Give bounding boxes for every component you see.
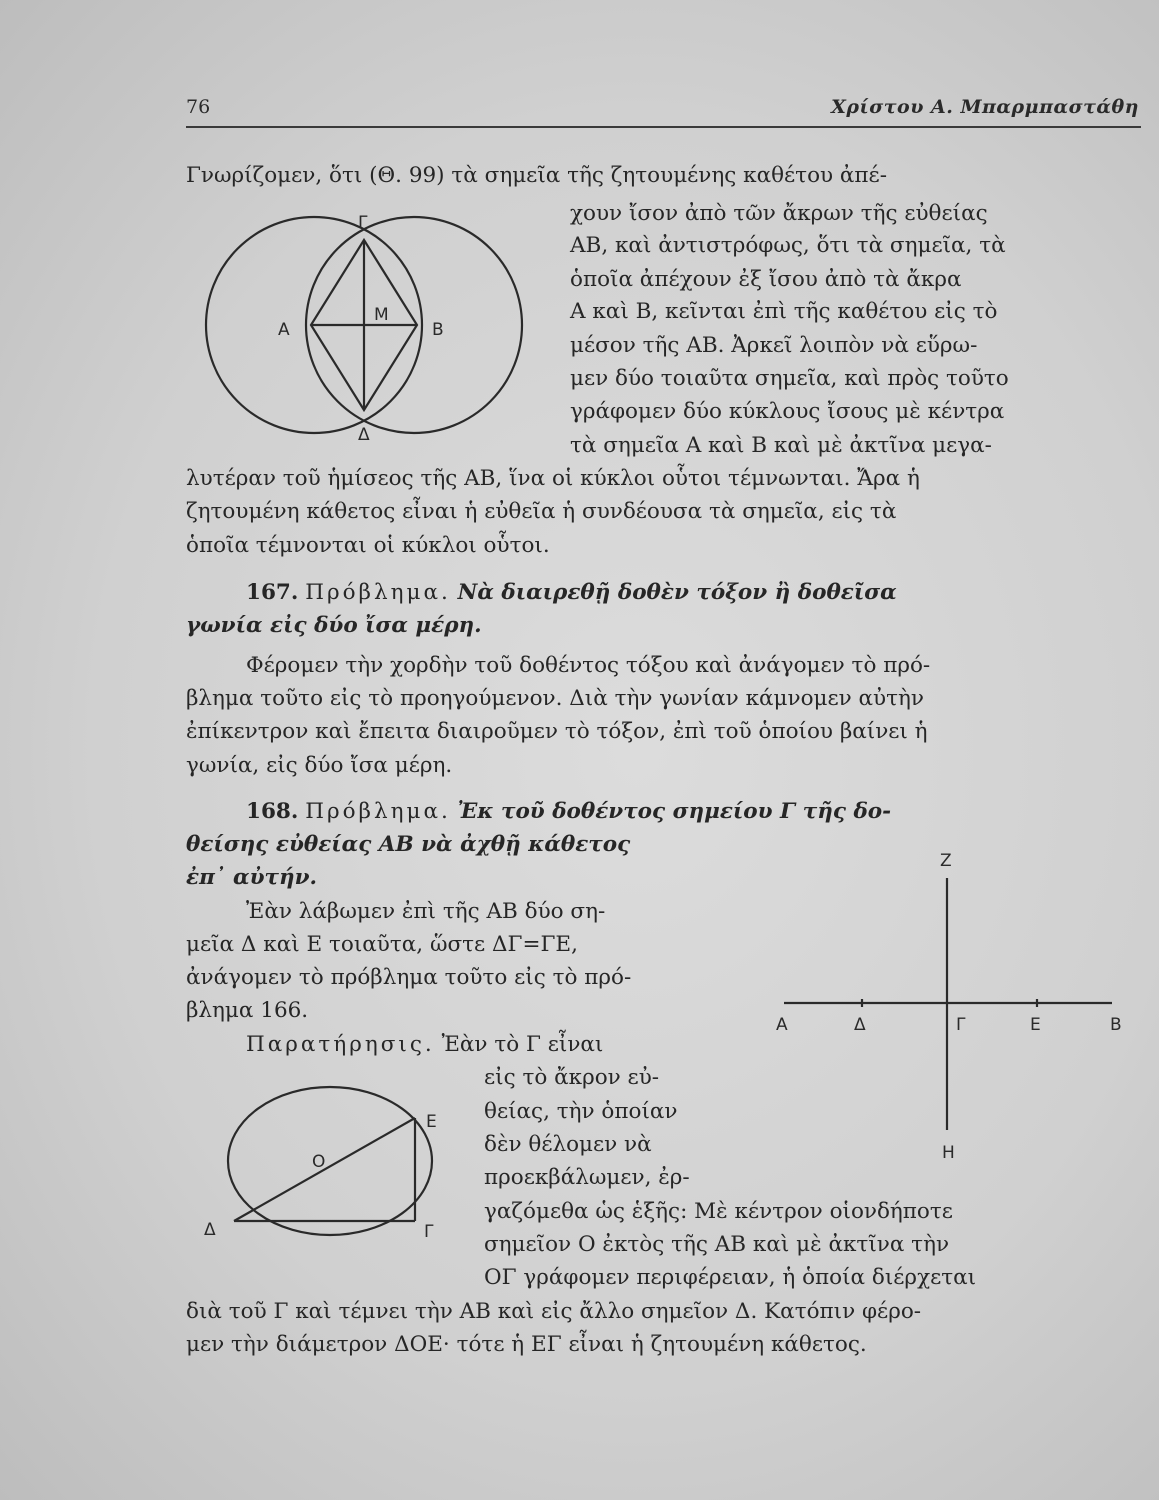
text-line: Α καὶ Β, κεῖνται ἐπὶ τῆς καθέτου εἰς τὸ [570, 299, 998, 324]
text-line: ἀνάγομεν τὸ πρόβλημα τοῦτο εἰς τὸ πρό- [186, 965, 632, 990]
text-line: δὲν θέλομεν νὰ [484, 1132, 652, 1157]
problem-statement: Ἐκ τοῦ δοθέντος σημείου Γ τῆς δο- [457, 799, 892, 824]
label-g: Γ [424, 1222, 434, 1242]
problem-label: Πρόβλημα. [305, 580, 451, 605]
label-b: Β [432, 320, 444, 340]
label-b: Β [1110, 1015, 1122, 1035]
text-line: μεν τὴν διάμετρον ΔΟΕ· τότε ἡ ΕΓ εἶναι ἡ ζητουμένη κάθετος. [186, 1332, 867, 1357]
text-line: γράφομεν δύο κύκλους ἴσους μὲ κέντρα [570, 399, 1005, 424]
problem-number: 167. [246, 580, 299, 605]
text-line: Φέρομεν τὴν χορδὴν τοῦ δοθέντος τόξου καὶ ἀνάγομεν τὸ πρό- [246, 653, 931, 678]
text-line: γωνία, εἰς δύο ἴσα μέρη. [186, 753, 453, 778]
problem-number: 168. [246, 799, 299, 824]
text-line: σημεῖον Ο ἐκτὸς τῆς ΑΒ καὶ μὲ ἀκτῖνα τὴν [484, 1232, 950, 1257]
remark-heading [246, 1029, 603, 1060]
circle-o [228, 1087, 432, 1235]
problem-statement: θείσης εὐθείας ΑΒ νὰ ἀχθῇ κάθετος [186, 832, 631, 857]
text-line: ΑΒ, καὶ ἀντιστρόφως, ὅτι τὰ σημεῖα, τὰ [570, 233, 1006, 258]
figure-circle-diameter [200, 1085, 470, 1255]
text-line: διὰ τοῦ Γ καὶ τέμνει τὴν ΑΒ καὶ εἰς ἄλλο σημεῖον Δ. Κατόπιν φέρο- [186, 1299, 922, 1324]
label-g: Γ [956, 1015, 966, 1035]
label-e: Ε [426, 1112, 437, 1132]
text-line: ὁποῖα τέμνονται οἱ κύκλοι οὗτοι. [186, 533, 550, 558]
text-line: θείας, τὴν ὁποίαν [484, 1099, 678, 1124]
running-title: Χρίστου Α. Μπαρμπαστάθη [831, 96, 1139, 118]
text-line: Ἐὰν τὸ Γ εἶναι [441, 1032, 604, 1057]
label-z: Ζ [940, 851, 952, 871]
label-e: Ε [1030, 1015, 1041, 1035]
text-line: μέσον τῆς ΑΒ. Ἀρκεῖ λοιπὸν νὰ εὕρω- [570, 333, 978, 358]
text-line: ὁποῖα ἀπέχουν ἐξ ἴσου ἀπὸ τὰ ἄκρα [570, 267, 962, 292]
label-a: Α [278, 320, 290, 340]
text-line: τὰ σημεῖα Α καὶ Β καὶ μὲ ἀκτῖνα μεγα- [570, 433, 992, 458]
problem-168-heading [246, 796, 891, 827]
text-line: χουν ἴσον ἀπὸ τῶν ἄκρων τῆς εὐθείας [570, 201, 988, 226]
label-d: Δ [854, 1015, 866, 1035]
text-line: βλημα τοῦτο εἰς τὸ προηγούμενον. Διὰ τὴν γωνίαν κάμνομεν αὐτὴν [186, 686, 924, 711]
text-line: βλημα 166. [186, 998, 309, 1023]
figure-two-circles [186, 210, 546, 445]
label-d: Δ [204, 1220, 216, 1240]
text-line: γαζόμεθα ὡς ἑξῆς: Μὲ κέντρον οἱονδήποτε [484, 1199, 953, 1224]
text-line: Γνωρίζομεν, ὅτι (Θ. 99) τὰ σημεῖα τῆς ζητουμένης καθέτου ἀπέ- [186, 163, 887, 188]
text-line: εἰς τὸ ἄκρον εὐ- [484, 1065, 660, 1090]
header-rule [186, 126, 1141, 128]
figure-perpendicular [770, 840, 1130, 1163]
page-number: 76 [186, 96, 211, 118]
problem-statement: ἐπ᾽ αὐτήν. [186, 865, 318, 890]
label-h: Η [942, 1143, 955, 1163]
text-line: ΟΓ γράφομεν περιφέρειαν, ἡ ὁποία διέρχεται [484, 1265, 977, 1290]
label-o: Ο [312, 1152, 326, 1172]
text-line: ἐπίκεντρον καὶ ἔπειτα διαιροῦμεν τὸ τόξον, ἐπὶ τοῦ ὁποίου βαίνει ἡ [186, 719, 928, 744]
problem-statement: γωνία εἰς δύο ἴσα μέρη. [186, 613, 482, 638]
text-line: ζητουμένη κάθετος εἶναι ἡ εὐθεῖα ἡ συνδέουσα τὰ σημεῖα, εἰς τὰ [186, 499, 897, 524]
remark-label: Παρατήρησις. [246, 1032, 435, 1057]
problem-167-heading [246, 577, 897, 608]
text-line: Ἐὰν λάβωμεν ἐπὶ τῆς ΑΒ δύο ση- [246, 899, 606, 924]
text-line: λυτέραν τοῦ ἡμίσεος τῆς ΑΒ, ἵνα οἱ κύκλοι οὗτοι τέμνωνται. Ἄρα ἡ [186, 466, 920, 491]
label-g: Γ [358, 213, 368, 233]
text-line: μεν δύο τοιαῦτα σημεῖα, καὶ πρὸς τοῦτο [570, 366, 1009, 391]
text-line: προεκβάλωμεν, ἐρ- [484, 1165, 690, 1190]
label-m: Μ [374, 305, 389, 325]
text-line: μεῖα Δ καὶ Ε τοιαῦτα, ὥστε ΔΓ=ΓΕ, [186, 932, 578, 957]
label-a: Α [776, 1015, 788, 1035]
problem-label: Πρόβλημα. [305, 799, 451, 824]
problem-statement: Νὰ διαιρεθῇ δοθὲν τόξον ἢ δοθεῖσα [457, 580, 897, 605]
label-d: Δ [358, 425, 370, 445]
